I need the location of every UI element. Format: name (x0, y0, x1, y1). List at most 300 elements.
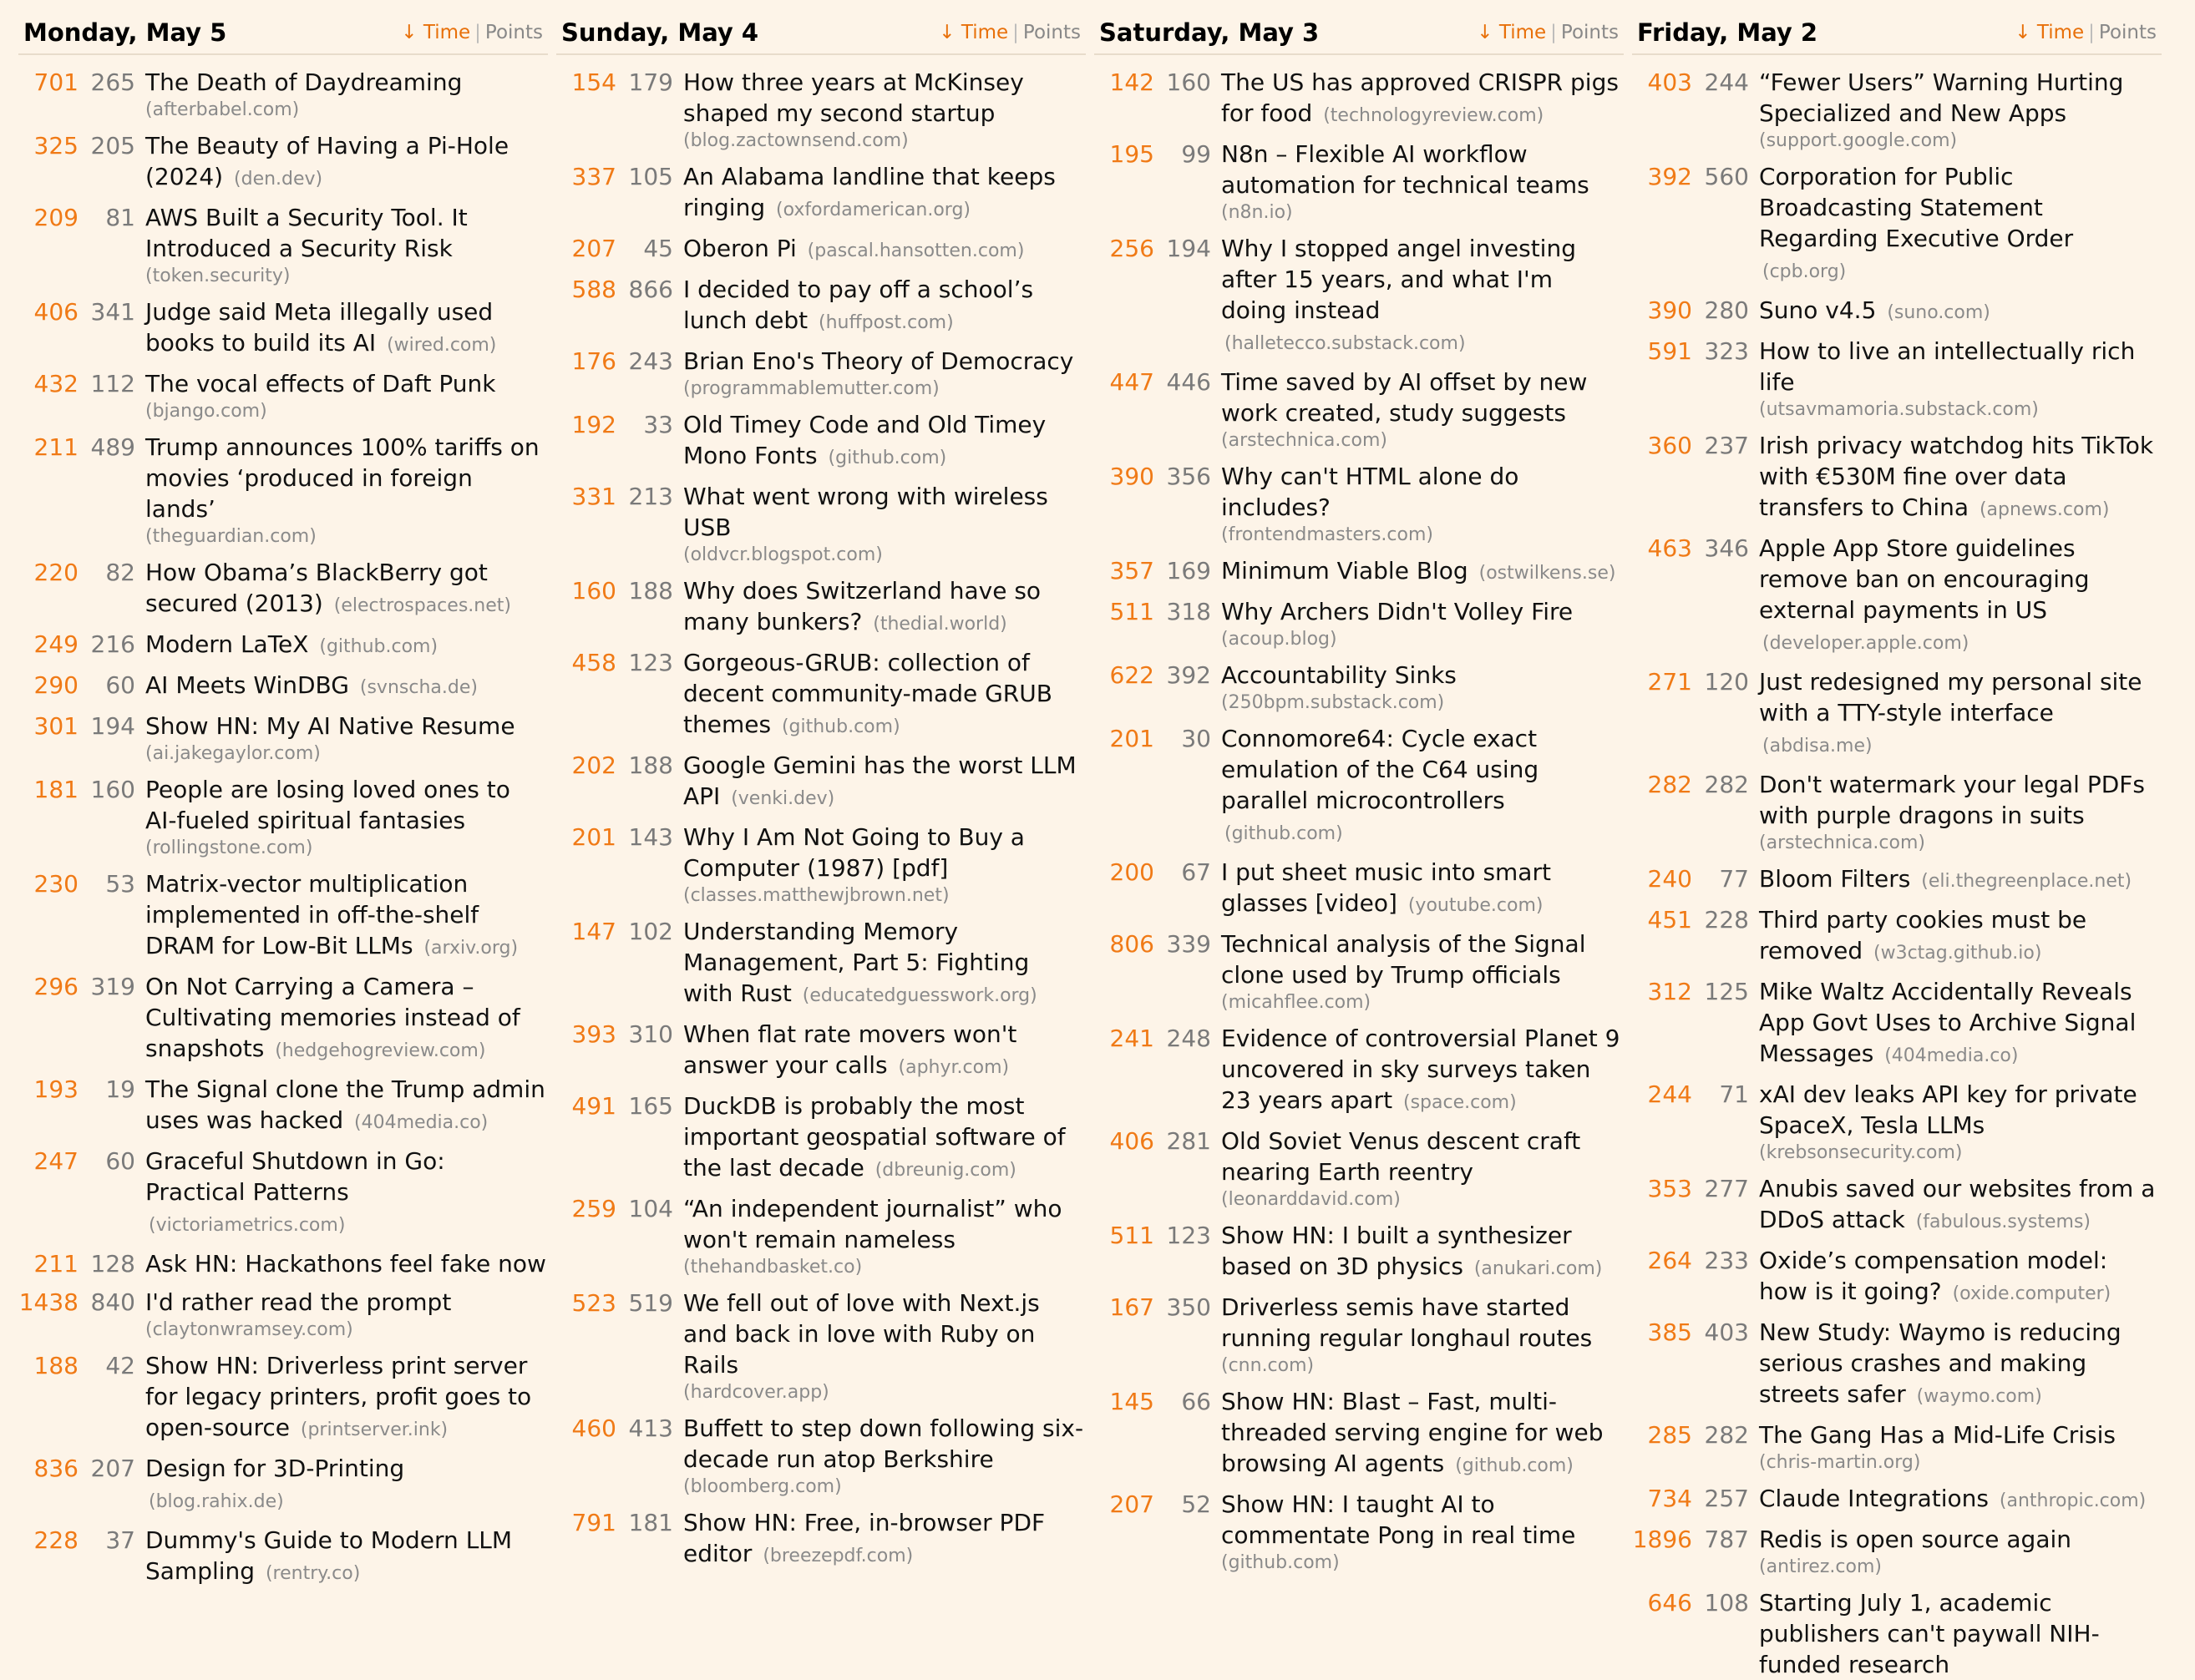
story-row (1094, 857, 1624, 921)
points-count: 207 (90, 1455, 135, 1482)
comment-count-link[interactable]: 202 (571, 751, 616, 779)
story-title-link[interactable]: Just redesigned my personal site with a TTY-style interface (1759, 668, 2142, 726)
comment-count-link[interactable]: 1438 (18, 1288, 79, 1316)
story-title-link[interactable]: Don't watermark your legal PDFs with purple dragons in suits (1759, 771, 2145, 829)
comment-count-link[interactable]: 209 (33, 204, 79, 231)
story-body (1759, 1483, 2162, 1516)
comment-count-link[interactable]: 791 (571, 1509, 616, 1536)
comment-count-link[interactable]: 247 (33, 1147, 79, 1175)
story-domain: (theguardian.com) (145, 526, 317, 547)
comment-count-link[interactable]: 588 (571, 276, 616, 303)
comment-count-link[interactable]: 282 (1647, 771, 1692, 798)
comment-count-link[interactable]: 451 (1647, 906, 1692, 934)
story-domain: (huffpost.com) (818, 312, 954, 333)
sort-toggle (401, 22, 543, 43)
story-row (1632, 1483, 2162, 1516)
points-count: 169 (1166, 557, 1211, 584)
story-title-link[interactable]: Why Archers Didn't Volley Fire (1221, 598, 1574, 625)
story-body (683, 822, 1086, 908)
sort-toggle (1477, 22, 1619, 43)
comment-count-link[interactable]: 523 (571, 1289, 616, 1317)
points-count: 205 (90, 132, 135, 159)
story-body (1221, 1489, 1624, 1576)
comment-count-link[interactable]: 228 (33, 1526, 79, 1554)
story-body (683, 1288, 1086, 1405)
comment-count-link[interactable]: 406 (33, 298, 79, 326)
story-title-link[interactable]: Gorgeous-GRUB: collection of decent community-made GRUB themes (683, 649, 1052, 738)
story-row (556, 233, 1086, 266)
day-column (556, 18, 1086, 1567)
story-body (145, 1146, 548, 1241)
story-body (683, 481, 1086, 568)
comment-count-link[interactable]: 259 (571, 1195, 616, 1222)
points-count: 519 (628, 1289, 673, 1317)
points-count: 125 (1704, 978, 1749, 1005)
story-title-link[interactable]: Why I Am Not Going to Buy a Computer (1987) [pdf] (683, 823, 1025, 882)
comment-count-link[interactable]: 836 (33, 1455, 79, 1482)
story-body (145, 368, 548, 424)
story-domain: (github.com) (1221, 1552, 1340, 1573)
story-body (683, 750, 1086, 814)
story-domain: (electrospaces.net) (333, 595, 511, 616)
story-row (556, 750, 1086, 814)
story-title-link[interactable]: The vocal effects of Daft Punk (145, 370, 496, 397)
story-row (1632, 533, 2162, 659)
story-title-link[interactable]: What went wrong with wireless USB (683, 483, 1048, 541)
story-title-link[interactable]: The Gang Has a Mid-Life Crisis (1759, 1421, 2116, 1449)
story-body (683, 67, 1086, 154)
sort-time-link[interactable] (1477, 22, 1546, 43)
story-domain: (micahflee.com) (1221, 992, 1371, 1013)
story-row (1632, 863, 2162, 897)
story-row (556, 481, 1086, 568)
comment-count-link[interactable]: 357 (1109, 557, 1154, 584)
story-row (1632, 1079, 2162, 1166)
story-title-link[interactable]: An Alabama landline that keeps ringing (683, 163, 1056, 221)
story-body (1221, 723, 1624, 849)
story-title-link[interactable]: New Study: Waymo is reducing serious crashes and making streets safer (1759, 1318, 2121, 1408)
story-title-link[interactable]: Minimum Viable Blog (1221, 557, 1468, 584)
comment-count-link[interactable]: 201 (571, 823, 616, 851)
comment-count-link[interactable]: 181 (33, 776, 79, 803)
points-count: 143 (628, 823, 673, 851)
story-title-link[interactable]: Evidence of controversial Planet 9 uncovered in sky surveys taken 23 years apart (1221, 1025, 1620, 1114)
story-body (1759, 1587, 2162, 1680)
story-title-link[interactable]: Time saved by AI offset by new work created, study suggests (1221, 368, 1588, 427)
points-count: 102 (628, 918, 673, 945)
comment-count-link[interactable]: 301 (33, 712, 79, 740)
story-body (145, 130, 548, 195)
story-title-link[interactable]: The Signal clone the Trump admin uses was hacked (145, 1075, 545, 1134)
story-domain: (leonarddavid.com) (1221, 1189, 1401, 1210)
story-title-link[interactable]: Dummy's Guide to Modern LLM Sampling (145, 1526, 513, 1585)
comment-count-link[interactable]: 591 (1647, 337, 1692, 365)
story-row (18, 868, 548, 964)
story-title-link[interactable]: Redis is open source again (1759, 1526, 2072, 1553)
points-count: 787 (1704, 1526, 1749, 1553)
sort-time-link[interactable] (939, 22, 1008, 43)
points-count: 19 (105, 1075, 135, 1103)
story-title-link[interactable]: “Fewer Users” Warning Hurting Specialized and New Apps (1759, 68, 2124, 127)
story-title-link[interactable]: Oxide’s compensation model: how is it going? (1759, 1247, 2108, 1305)
story-body (145, 1248, 548, 1279)
story-title-link[interactable]: Oberon Pi (683, 235, 797, 262)
points-count: 213 (628, 483, 673, 510)
story-row (18, 1146, 548, 1241)
comment-count-link[interactable]: 188 (33, 1352, 79, 1379)
day-title: Monday, May 5 (23, 18, 227, 47)
comment-count-link[interactable]: 230 (33, 870, 79, 898)
story-domain: (support.google.com) (1759, 130, 1958, 151)
story-domain: (github.com) (828, 448, 947, 468)
story-domain: (oxide.computer) (1952, 1283, 2111, 1304)
comment-count-link[interactable]: 249 (33, 630, 79, 658)
story-domain: (thehandbasket.co) (683, 1257, 863, 1278)
comment-count-link[interactable]: 200 (1109, 858, 1154, 886)
story-row (18, 1525, 548, 1589)
story-body (683, 233, 1086, 266)
points-count: 282 (1704, 771, 1749, 798)
story-title-link[interactable]: Why I stopped angel investing after 15 years, and what I'm doing instead (1221, 235, 1576, 324)
story-title-link[interactable]: I'd rather read the prompt (145, 1288, 452, 1316)
comment-count-link[interactable]: 271 (1647, 668, 1692, 696)
sort-points-link[interactable]: Points (1560, 22, 1619, 43)
points-count: 319 (90, 973, 135, 1000)
story-title-link[interactable]: Anubis saved our websites from a DDoS attack (1759, 1175, 2156, 1233)
story-row (18, 1350, 548, 1445)
story-title-link[interactable]: Technical analysis of the Signal clone used by Trump officials (1221, 930, 1586, 989)
story-domain: (krebsonsecurity.com) (1759, 1142, 1963, 1163)
story-row (18, 1453, 548, 1517)
story-title-link[interactable]: Accountability Sinks (1221, 661, 1457, 689)
story-title-link[interactable]: Suno v4.5 (1759, 296, 1877, 324)
comment-count-link[interactable]: 244 (1647, 1080, 1692, 1108)
story-row (1632, 161, 2162, 287)
story-row (1094, 596, 1624, 652)
story-title-link[interactable]: AWS Built a Security Tool. It Introduced a Security Risk (145, 204, 468, 262)
comment-count-link[interactable]: 406 (1109, 1127, 1154, 1155)
story-title-link[interactable]: Starting July 1, academic publishers can't paywall NIH-funded research (1759, 1589, 2100, 1678)
points-count: 346 (1704, 534, 1749, 562)
comment-count-link[interactable]: 491 (571, 1092, 616, 1120)
comment-count-link[interactable]: 147 (571, 918, 616, 945)
sort-points-link[interactable]: Points (1022, 22, 1081, 43)
comment-count-link[interactable]: 646 (1647, 1589, 1692, 1617)
comment-count-link[interactable]: 622 (1109, 661, 1154, 689)
story-title-link[interactable]: Show HN: I built a synthesizer based on 3D physics (1221, 1222, 1572, 1280)
story-body (683, 346, 1086, 402)
points-count: 66 (1181, 1388, 1211, 1415)
story-domain: (github.com) (781, 716, 900, 737)
comment-count-link[interactable]: 160 (571, 577, 616, 605)
points-count: 216 (90, 630, 135, 658)
story-domain: (halletecco.substack.com) (1224, 333, 1466, 354)
story-body (145, 971, 548, 1066)
story-domain: (antirez.com) (1759, 1556, 1882, 1577)
comment-count-link[interactable]: 211 (33, 433, 79, 461)
comment-count-link[interactable]: 195 (1109, 140, 1154, 168)
points-count: 52 (1181, 1490, 1211, 1518)
story-body (145, 557, 548, 621)
story-row (1094, 461, 1624, 548)
comment-count-link[interactable]: 511 (1109, 1222, 1154, 1249)
story-title-link[interactable]: Design for 3D-Printing (145, 1455, 405, 1482)
comment-count-link[interactable]: 145 (1109, 1388, 1154, 1415)
day-title: Sunday, May 4 (561, 18, 759, 47)
story-row (1094, 367, 1624, 453)
comment-count-link[interactable]: 390 (1109, 463, 1154, 490)
comment-count-link[interactable]: 142 (1109, 68, 1154, 96)
sort-points-link[interactable]: Points (484, 22, 543, 43)
sort-toggle (939, 22, 1081, 43)
story-row (1632, 1317, 2162, 1412)
story-title-link[interactable]: N8n – Flexible AI workflow automation for technical teams (1221, 140, 1589, 199)
story-title-link[interactable]: How to live an intellectually rich life (1759, 337, 2136, 396)
story-title-link[interactable]: When flat rate movers won't answer your calls (683, 1020, 1017, 1079)
story-body (683, 1090, 1086, 1186)
story-title-link[interactable]: Matrix-vector multiplication implemented in off-the-shelf DRAM for Low-Bit LLMs (145, 870, 479, 959)
story-row (556, 161, 1086, 225)
story-title-link[interactable]: DuckDB is probably the most important geospatial software of the last decade (683, 1092, 1066, 1182)
sort-points-link[interactable]: Points (2098, 22, 2157, 43)
story-title-link[interactable]: Buffett to step down following six-decade run atop Berkshire (683, 1414, 1084, 1473)
story-domain: (acoup.blog) (1221, 629, 1337, 650)
comment-count-link[interactable]: 240 (1647, 865, 1692, 893)
story-body (145, 67, 548, 123)
comment-count-link[interactable]: 337 (571, 163, 616, 190)
story-body (1759, 336, 2162, 423)
comment-count-link[interactable]: 403 (1647, 68, 1692, 96)
comment-count-link[interactable]: 701 (33, 68, 79, 96)
comment-count-link[interactable]: 167 (1109, 1293, 1154, 1321)
sort-time-link[interactable] (2015, 22, 2084, 43)
story-body (1759, 1524, 2162, 1580)
story-domain: (anthropic.com) (1999, 1490, 2147, 1511)
comment-count-link[interactable]: 360 (1647, 432, 1692, 459)
story-title-link[interactable]: Old Soviet Venus descent craft nearing Earth reentry (1221, 1127, 1581, 1186)
story-row (1094, 555, 1624, 589)
points-count: 67 (1181, 858, 1211, 886)
comment-count-link[interactable]: 1896 (1632, 1526, 1692, 1553)
comment-count-link[interactable]: 463 (1647, 534, 1692, 562)
story-domain: (developer.apple.com) (1762, 633, 1969, 654)
points-count: 560 (1704, 163, 1749, 190)
story-domain: (victoriametrics.com) (149, 1215, 346, 1236)
story-body (1221, 596, 1624, 652)
story-domain: (github.com) (319, 636, 438, 657)
story-title-link[interactable]: I put sheet music into smart glasses [video] (1221, 858, 1551, 917)
story-row (556, 916, 1086, 1011)
points-count: 188 (628, 577, 673, 605)
points-count: 71 (1719, 1080, 1749, 1108)
story-domain: (404media.co) (354, 1112, 489, 1133)
story-domain: (space.com) (1402, 1092, 1517, 1113)
points-count: 350 (1166, 1293, 1211, 1321)
points-count: 42 (105, 1352, 135, 1379)
story-body (1759, 161, 2162, 287)
comment-count-link[interactable]: 458 (571, 649, 616, 676)
story-title-link[interactable]: Driverless semis have started running regular longhaul routes (1221, 1293, 1593, 1352)
sort-time-label: Time (1498, 22, 1547, 43)
comment-count-link[interactable]: 511 (1109, 598, 1154, 625)
story-title-link[interactable]: Bloom Filters (1759, 865, 1911, 893)
story-domain: (pascal.hansotten.com) (807, 240, 1025, 261)
story-domain: (oxfordamerican.org) (776, 200, 971, 220)
points-count: 341 (90, 298, 135, 326)
story-domain: (github.com) (1224, 823, 1343, 844)
story-title-link[interactable]: Claude Integrations (1759, 1485, 1990, 1512)
comment-count-link[interactable]: 285 (1647, 1421, 1692, 1449)
story-row (1632, 295, 2162, 328)
points-count: 866 (628, 276, 673, 303)
story-title-link[interactable]: The Beauty of Having a Pi-Hole (2024) (145, 132, 509, 190)
story-row (18, 971, 548, 1066)
comment-count-link[interactable]: 207 (571, 235, 616, 262)
story-domain: (token.security) (145, 266, 291, 286)
comment-count-link[interactable]: 201 (1109, 725, 1154, 752)
story-title-link[interactable]: Show HN: My AI Native Resume (145, 712, 515, 740)
story-title-link[interactable]: We fell out of love with Next.js and back in love with Ruby on Rails (683, 1289, 1040, 1379)
story-title-link[interactable]: AI Meets WinDBG (145, 671, 349, 699)
story-title-link[interactable]: Google Gemini has the worst LLM API (683, 751, 1077, 810)
points-count: 257 (1704, 1485, 1749, 1512)
comment-count-link[interactable]: 264 (1647, 1247, 1692, 1274)
story-title-link[interactable]: Judge said Meta illegally used books to build its AI (145, 298, 494, 357)
comment-count-link[interactable]: 296 (33, 973, 79, 1000)
story-body (1221, 555, 1624, 589)
story-domain: (utsavmamoria.substack.com) (1759, 399, 2039, 420)
comment-count-link[interactable]: 331 (571, 483, 616, 510)
comment-count-link[interactable]: 325 (33, 132, 79, 159)
story-title-link[interactable]: Understanding Memory Management, Part 5: Fighting with Rust (683, 918, 1030, 1007)
day-header (1094, 18, 1624, 55)
story-row (1632, 1245, 2162, 1309)
story-title-link[interactable]: Show HN: I taught AI to commentate Pong in real time (1221, 1490, 1576, 1549)
story-domain: (arstechnica.com) (1221, 430, 1387, 451)
comment-count-link[interactable]: 220 (33, 559, 79, 586)
story-domain: (technologyreview.com) (1323, 105, 1544, 126)
story-title-link[interactable]: “An independent journalist” who won't remain nameless (683, 1195, 1062, 1253)
comment-count-link[interactable]: 385 (1647, 1318, 1692, 1346)
story-title-link[interactable]: How Obama’s BlackBerry got secured (2013) (145, 559, 488, 617)
story-domain: (cnn.com) (1221, 1355, 1315, 1376)
story-body (683, 161, 1086, 225)
story-title-link[interactable]: The Death of Daydreaming (145, 68, 463, 96)
points-count: 82 (105, 559, 135, 586)
points-count: 392 (1166, 661, 1211, 689)
comment-count-link[interactable]: 207 (1109, 1490, 1154, 1518)
points-count: 37 (105, 1526, 135, 1554)
points-count: 160 (1166, 68, 1211, 96)
story-title-link[interactable]: Show HN: Blast – Fast, multi-threaded serving engine for web browsing AI agents (1221, 1388, 1604, 1477)
comment-count-link[interactable]: 734 (1647, 1485, 1692, 1512)
story-title-link[interactable]: Show HN: Driverless print server for legacy printers, profit goes to open-source (145, 1352, 532, 1441)
points-count: 323 (1704, 337, 1749, 365)
comment-count-link[interactable]: 392 (1647, 163, 1692, 190)
story-row (1632, 666, 2162, 762)
story-body (1221, 660, 1624, 716)
comment-count-link[interactable]: 806 (1109, 930, 1154, 958)
story-body (145, 670, 548, 703)
points-count: 60 (105, 671, 135, 699)
story-body (1221, 1023, 1624, 1118)
story-body (145, 432, 548, 549)
sort-arrow-icon: ↓ (1477, 22, 1493, 43)
story-title-link[interactable]: Ask HN: Hackathons feel fake now (145, 1250, 546, 1278)
comment-count-link[interactable]: 312 (1647, 978, 1692, 1005)
story-body (1221, 857, 1624, 921)
day-column (18, 18, 548, 1585)
story-domain: (hardcover.app) (683, 1382, 829, 1403)
comment-count-link[interactable]: 193 (33, 1075, 79, 1103)
story-title-link[interactable]: Trump announces 100% tariffs on movies ‘produced in foreign lands’ (145, 433, 540, 523)
story-title-link[interactable]: I decided to pay off a school’s lunch debt (683, 276, 1034, 334)
comment-count-link[interactable]: 211 (33, 1250, 79, 1278)
comment-count-link[interactable]: 353 (1647, 1175, 1692, 1202)
story-body (1221, 461, 1624, 548)
comment-count-link[interactable]: 460 (571, 1414, 616, 1442)
sort-time-link[interactable] (401, 22, 470, 43)
sort-arrow-icon: ↓ (939, 22, 956, 43)
comment-count-link[interactable]: 176 (571, 347, 616, 375)
comment-count-link[interactable]: 256 (1109, 235, 1154, 262)
story-domain: (ostwilkens.se) (1478, 563, 1616, 584)
points-count: 128 (90, 1250, 135, 1278)
story-title-link[interactable]: Why does Switzerland have so many bunkers? (683, 577, 1042, 635)
story-domain: (arxiv.org) (423, 938, 519, 959)
story-title-link[interactable]: Connomore64: Cycle exact emulation of the C64 using parallel microcontrollers (1221, 725, 1539, 814)
day-column (1632, 18, 2162, 1678)
comment-count-link[interactable]: 447 (1109, 368, 1154, 396)
day-title: Friday, May 2 (1637, 18, 1818, 47)
story-title-link[interactable]: Mike Waltz Accidentally Reveals App Govt Uses to Archive Signal Messages (1759, 978, 2137, 1067)
story-title-link[interactable]: How three years at McKinsey shaped my second startup (683, 68, 1024, 127)
story-title-link[interactable]: Brian Eno's Theory of Democracy (683, 347, 1074, 375)
story-title-link[interactable]: Modern LaTeX (145, 630, 309, 658)
story-title-link[interactable]: On Not Carrying a Camera – Cultivating memories instead of snapshots (145, 973, 520, 1062)
sort-separator: | (1012, 22, 1019, 43)
story-title-link[interactable]: The US has approved CRISPR pigs for food (1221, 68, 1619, 127)
comment-count-link[interactable]: 393 (571, 1020, 616, 1048)
story-row (18, 67, 548, 123)
sort-time-label: Time (423, 22, 471, 43)
story-title-link[interactable]: Show HN: Free, in-browser PDF editor (683, 1509, 1046, 1567)
story-title-link[interactable]: xAI dev leaks API key for private SpaceX, Tesla LLMs (1759, 1080, 2137, 1139)
story-title-link[interactable]: Old Timey Code and Old Timey Mono Fonts (683, 411, 1047, 469)
story-title-link[interactable]: Irish privacy watchdog hits TikTok with €530M fine over data transfers to China (1759, 432, 2154, 521)
story-title-link[interactable]: Apple App Store guidelines remove ban on encouraging external payments in US (1759, 534, 2090, 624)
comment-count-link[interactable]: 290 (33, 671, 79, 699)
story-title-link[interactable]: Third party cookies must be removed (1759, 906, 2087, 964)
comment-count-link[interactable]: 192 (571, 411, 616, 438)
story-row (556, 1413, 1086, 1500)
points-count: 33 (643, 411, 673, 438)
comment-count-link[interactable]: 154 (571, 68, 616, 96)
comment-count-link[interactable]: 432 (33, 370, 79, 397)
sort-separator: | (1550, 22, 1557, 43)
story-domain: (aphyr.com) (898, 1057, 1010, 1078)
story-title-link[interactable]: Graceful Shutdown in Go: Practical Patterns (145, 1147, 445, 1206)
comment-count-link[interactable]: 241 (1109, 1025, 1154, 1052)
story-domain: (suno.com) (1887, 302, 1990, 323)
story-row (556, 409, 1086, 473)
story-row (18, 1287, 548, 1343)
story-title-link[interactable]: Why can't HTML alone do includes? (1221, 463, 1519, 521)
story-title-link[interactable]: People are losing loved ones to AI-fueled spiritual fantasies (145, 776, 510, 834)
story-title-link[interactable]: Corporation for Public Broadcasting Statement Regarding Executive Order (1759, 163, 2074, 252)
story-body (1759, 666, 2162, 762)
comment-count-link[interactable]: 390 (1647, 296, 1692, 324)
